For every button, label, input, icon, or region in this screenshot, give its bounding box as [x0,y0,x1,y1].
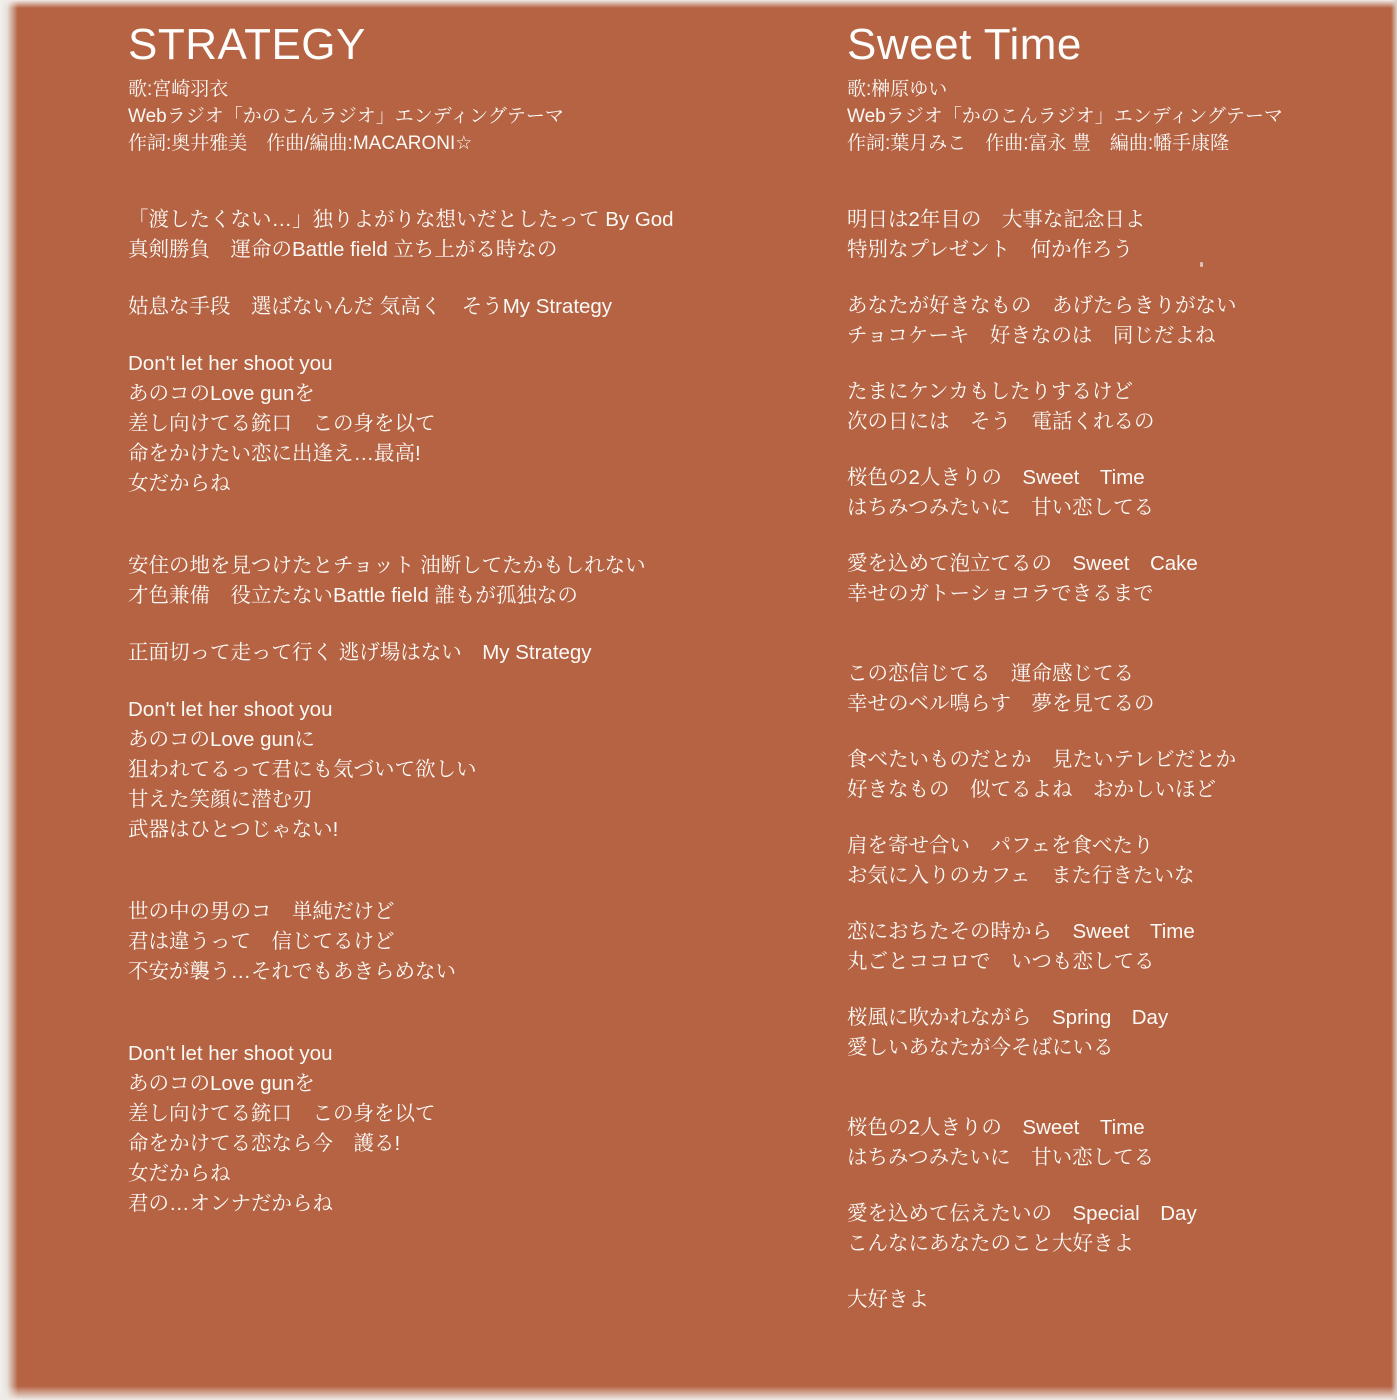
credit-line: 作詞:葉月みこ 作曲:富永 豊 編曲:幡手康隆 [847,133,1230,154]
lyrics-stanza [128,349,715,499]
credit-line: Webラジオ「かのこんラジオ」エンディングテーマ [128,106,564,127]
lyrics-line: 正面切って走って行く 逃げ場はない My Strategy [128,641,592,664]
lyrics-line: 桜色の2人きりの Sweet Time [847,1116,1145,1139]
lyrics-line: この恋信じてる 運命感じてる [847,662,1134,685]
song-credits-sweet-time [847,76,1397,157]
lyrics-line: 大好きよ [847,1288,929,1311]
paper-speck [1200,262,1203,267]
lyrics-line: 安住の地を見つけたとチョット 油断してたかもしれない [128,554,646,577]
lyrics-stanza [847,659,1397,719]
lyrics-line: 差し向けてる銃口 この身を以て [128,412,436,435]
lyrics-line: 幸せのベル鳴らす 夢を見てるの [847,692,1155,715]
lyrics-body-strategy [128,205,715,1219]
lyrics-line: 不安が襲う…それでもあきらめない [128,960,456,983]
lyrics-line: Don't let her shoot you [128,698,333,721]
lyrics-line: はちみつみたいに 甘い恋してる [847,1146,1155,1169]
lyrics-line: たまにケンカもしたりするけど [847,380,1133,403]
lyrics-line: 愛しいあなたが今そばにいる [847,1036,1114,1059]
lyrics-line: 真剣勝負 運命のBattle field 立ち上がる時なの [128,238,558,261]
lyrics-line: 女だからね [128,472,231,495]
lyrics-line: 好きなもの 似てるよね おかしいほど [847,778,1216,801]
lyrics-stanza [128,897,715,987]
lyrics-line: 特別なプレゼント 何か作ろう [847,238,1134,261]
lyrics-line: 狙われてるって君にも気づいて欲しい [128,758,477,781]
lyrics-line: 愛を込めて伝えたいの Special Day [847,1202,1197,1225]
lyrics-body-sweet-time [847,205,1397,1315]
lyrics-stanza [847,377,1397,437]
lyrics-line: 才色兼備 役立たないBattle field 誰もが孤独なの [128,584,578,607]
song-credits-strategy [128,76,715,157]
lyrics-stanza [847,917,1397,977]
lyrics-line: 「渡したくない…」独りよがりな想いだとしたって By God [128,208,674,231]
lyrics-line: 明日は2年目の 大事な記念日よ [847,208,1146,231]
lyrics-line: 世の中の男のコ 単純だけど [128,900,395,923]
lyrics-line: 武器はひとつじゃない! [128,818,339,841]
credit-line: 歌:宮崎羽衣 [128,79,229,100]
lyrics-stanza [847,1285,1397,1315]
lyrics-stanza [847,831,1397,891]
lyrics-line: Don't let her shoot you [128,1042,333,1065]
lyrics-stanza [847,745,1397,805]
lyrics-line: 愛を込めて泡立てるの Sweet Cake [847,552,1198,575]
lyrics-line: こんなにあなたのこと大好きよ [847,1232,1134,1255]
lyrics-line: 食べたいものだとか 見たいテレビだとか [847,748,1237,771]
lyrics-line: 甘えた笑顔に潜む刃 [128,788,313,811]
lyrics-line: 次の日には そう 電話くれるの [847,410,1155,433]
lyrics-stanza [847,463,1397,523]
lyrics-line: 命をかけてる恋なら今 護る! [128,1132,401,1155]
lyrics-stanza [847,1199,1397,1259]
lyrics-line: あのコのLove gunを [128,1072,315,1095]
lyrics-line: チョコケーキ 好きなのは 同じだよね [847,324,1216,347]
lyrics-stanza [847,1113,1397,1173]
lyrics-stanza [128,551,715,611]
lyrics-line: あのコのLove gunに [128,728,315,751]
lyrics-line: 姑息な手段 選ばないんだ 気高く そうMy Strategy [128,295,613,318]
lyrics-stanza [847,1003,1397,1063]
lyrics-line: 差し向けてる銃口 この身を以て [128,1102,436,1125]
lyrics-line: 幸せのガトーショコラできるまで [847,582,1154,605]
lyrics-line: 女だからね [128,1162,231,1185]
lyrics-line: 桜色の2人きりの Sweet Time [847,466,1145,489]
lyrics-line: あのコのLove gunを [128,382,315,405]
credit-line: Webラジオ「かのこんラジオ」エンディングテーマ [847,106,1283,127]
lyrics-line: 恋におちたその時から Sweet Time [847,920,1195,943]
lyrics-stanza [847,205,1397,265]
credit-line: 歌:榊原ゆい [847,79,948,100]
lyrics-stanza [128,638,715,668]
lyrics-stanza [128,1039,715,1219]
lyrics-line: 君は違うって 信じてるけど [128,930,395,953]
song-title-sweet-time: Sweet Time [847,20,1082,69]
lyrics-stanza [128,695,715,845]
lyrics-line: 命をかけたい恋に出逢え…最高! [128,442,421,465]
lyrics-line: お気に入りのカフェ また行きたいな [847,864,1195,887]
lyrics-stanza [128,292,715,322]
lyrics-line: はちみつみたいに 甘い恋してる [847,496,1155,519]
song-column-strategy [0,14,715,1400]
lyrics-stanza [128,205,715,265]
song-title-strategy: STRATEGY [128,20,366,69]
lyrics-line: 肩を寄せ合い パフェを食べたり [847,834,1154,857]
lyrics-stanza [847,291,1397,351]
lyrics-line: 君の…オンナだからね [128,1192,333,1215]
credit-line: 作詞:奥井雅美 作曲/編曲:MACARONI☆ [128,133,473,154]
song-column-sweet-time [715,14,1397,1400]
lyrics-line: 丸ごとココロで いつも恋してる [847,950,1155,973]
lyrics-stanza [847,549,1397,609]
lyrics-line: 桜風に吹かれながら Spring Day [847,1006,1169,1029]
lyrics-line: あなたが好きなもの あげたらきりがない [847,294,1237,317]
lyrics-line: Don't let her shoot you [128,352,333,375]
